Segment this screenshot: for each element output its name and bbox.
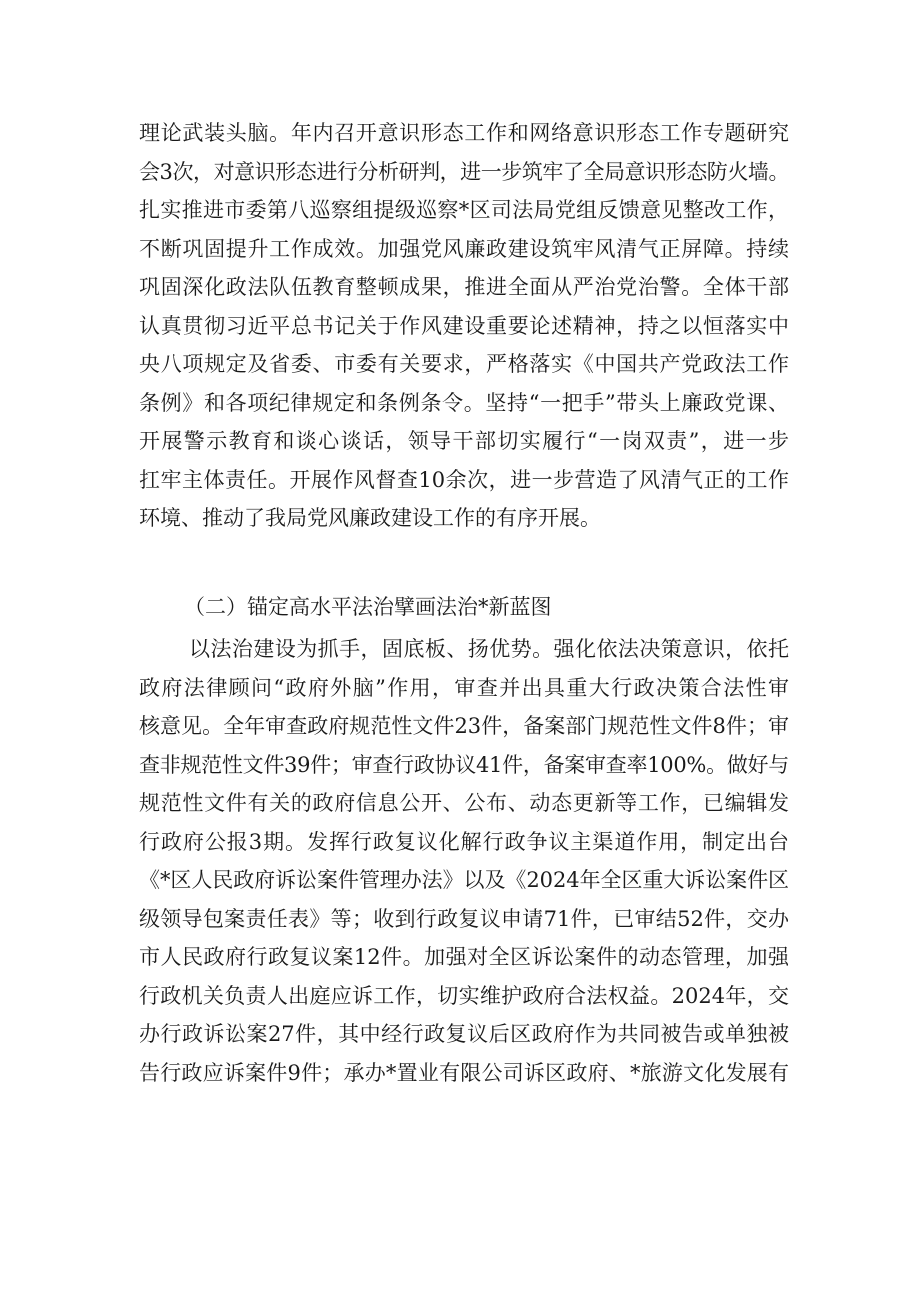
paragraph-line: 扎实推进市委第八巡察组提级巡察*区司法局党组反馈意见整改工作，	[139, 198, 789, 222]
paragraph-line: 巩固深化政法队伍教育整顿成果，推进全面从严治党治警。全体干部	[139, 275, 789, 299]
paragraph-line: 查非规范性文件39件；审查行政协议41件，备案审查率100%。做好与	[139, 752, 789, 777]
paragraph-line: 办行政诉讼案27件，其中经行政复议后区政府作为共同被告或单独被	[139, 1022, 789, 1046]
paragraph-line: 开展警示教育和谈心谈话，领导干部切实履行“一岗双责”，进一步	[139, 429, 789, 453]
paragraph-line-last: 环境、推动了我局党风廉政建设工作的有序开展。	[139, 506, 601, 530]
paragraph-2	[139, 630, 789, 1092]
paragraph-line: 告行政应诉案件9件；承办*置业有限公司诉区政府、*旅游文化发展有	[139, 1060, 789, 1085]
paragraph-line: 央八项规定及省委、市委有关要求，严格落实《中国共产党政法工作	[139, 352, 789, 376]
paragraph-line: 扛牢主体责任。开展作风督查10余次，进一步营造了风清气正的工作	[139, 467, 789, 492]
paragraph-line-first: 以法治建设为抓手，固底板、扬优势。强化依法决策意识，依托	[189, 637, 789, 661]
paragraph-line: 不断巩固提升工作成效。加强党风廉政建设筑牢风清气正屏障。持续	[139, 236, 789, 261]
paragraph-line: 规范性文件有关的政府信息公开、公布、动态更新等工作，已编辑发	[139, 791, 789, 815]
paragraph-line: 核意见。全年审查政府规范性文件23件，备案部门规范性文件8件；审	[139, 714, 789, 738]
paragraph-line: 《*区人民政府诉讼案件管理办法》以及《2024年全区重大诉讼案件区	[139, 868, 789, 892]
paragraph-line: 条例》和各项纪律规定和条例条令。坚持“一把手”带头上廉政党课、	[139, 390, 789, 415]
paragraph-line: 行政府公报3期。发挥行政复议化解行政争议主渠道作用，制定出台	[139, 829, 789, 854]
paragraph-1	[139, 114, 789, 538]
section-heading: （二）锚定高水平法治擘画法治*新蓝图	[184, 595, 552, 619]
paragraph-line: 认真贯彻习近平总书记关于作风建设重要论述精神，持之以恒落实中	[139, 313, 789, 338]
paragraph-line: 政府法律顾问“政府外脑”作用，审查并出具重大行政决策合法性审	[139, 675, 789, 700]
paragraph-line: 行政机关负责人出庭应诉工作，切实维护政府合法权益。2024年，交	[139, 983, 789, 1008]
paragraph-line: 市人民政府行政复议案12件。加强对全区诉讼案件的动态管理，加强	[139, 945, 789, 969]
paragraph-line: 会3次，对意识形态进行分析研判，进一步筑牢了全局意识形态防火墙。	[139, 159, 789, 184]
paragraph-line: 理论武装头脑。年内召开意识形态工作和网络意识形态工作专题研究	[139, 121, 789, 145]
paragraph-line: 级领导包案责任表》等；收到行政复议申请71件，已审结52件，交办	[139, 906, 789, 931]
